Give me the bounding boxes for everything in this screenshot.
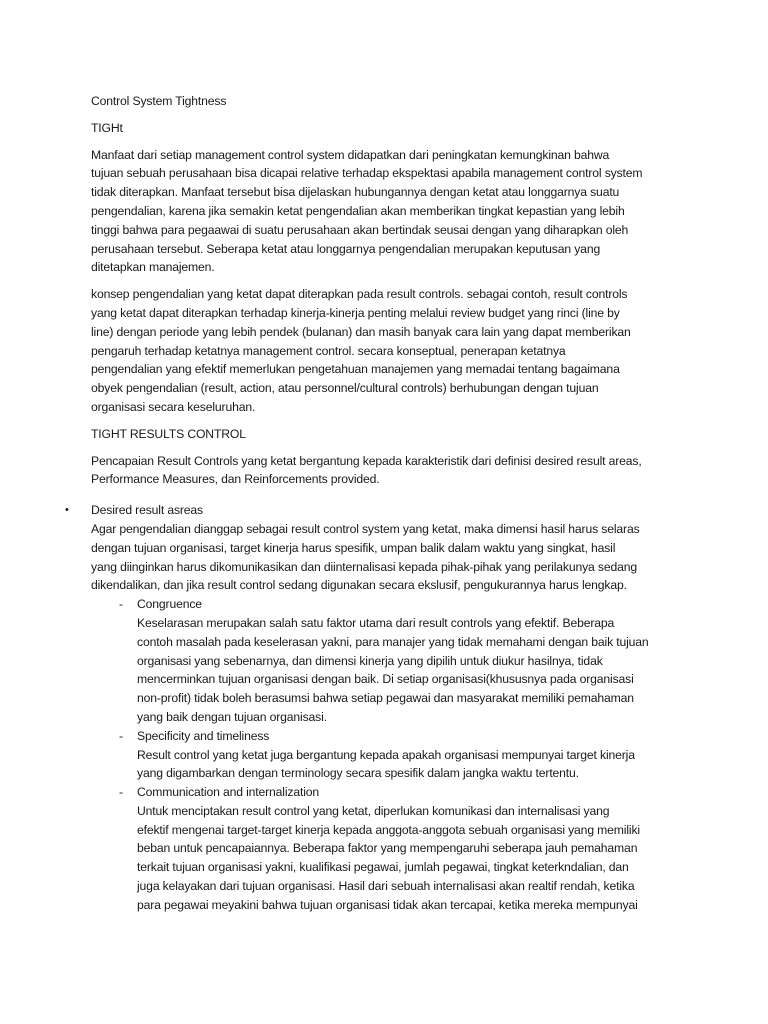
bullet-item-desired-result bbox=[65, 501, 681, 915]
text-line: obyek pengendalian (result, action, atau personnel/cultural controls) berhubungan dengan tujuan bbox=[91, 381, 599, 396]
document-title: Control System Tightness bbox=[91, 94, 227, 108]
sub-item-specificity bbox=[119, 727, 681, 783]
paragraph-pencapaian bbox=[91, 452, 681, 490]
dash-marker: - bbox=[119, 597, 123, 612]
text-line: perusahaan tersebut. Seberapa ketat atau longgarnya pengendalian merupakan keputusan yang bbox=[91, 241, 601, 256]
sub-item-title: Specificity and timeliness bbox=[137, 728, 270, 743]
text-line: Untuk menciptakan result control yang ketat, diperlukan komunikasi dan internalisasi yang bbox=[137, 803, 610, 818]
text-line: pengendalian yang efektif memerlukan pengetahuan manajemen yang memadai tentang bagaimana bbox=[91, 362, 620, 377]
sub-item-congruence bbox=[119, 595, 681, 727]
text-line: yang baik dengan tujuan organisasi. bbox=[137, 709, 327, 724]
paragraph-manfaat bbox=[91, 146, 681, 278]
text-line: pengaruh terhadap ketatnya management control. secara konseptual, penerapan ketatnya bbox=[91, 343, 566, 358]
text-line: dengan tujuan organisasi, target kinerja harus spesifik, umpan balik dalam waktu yang singkat, hasil bbox=[91, 540, 616, 555]
dash-marker: - bbox=[119, 728, 123, 743]
text-line: tinggi bahwa para pegaawai di suatu perusahaan akan bertindak seusai dengan yang diharapkan oleh bbox=[91, 222, 629, 237]
text-line: contoh masalah pada keselerasan yakni, para manajer yang tidak memahami dengan baik tujuan bbox=[137, 634, 649, 649]
text-line: Performance Measures, dan Reinforcements provided. bbox=[91, 472, 380, 487]
text-line: terkait tujuan organisasi yakni, kualifikasi pegawai, jumlah pegawai, tingkat keterkndalian, dan bbox=[137, 860, 629, 875]
paragraph-konsep bbox=[91, 285, 681, 417]
text-line: tujuan sebuah perusahaan bisa dicapai relative terhadap ekspektasi apabila management control system bbox=[91, 166, 643, 181]
text-line: Pencapaian Result Controls yang ketat bergantung kepada karakteristik dari definisi desired result areas, bbox=[91, 453, 642, 468]
text-line: organisasi yang sebenarnya, dan dimensi kinerja yang dipilih untuk diukur hasilnya, tidak bbox=[137, 653, 603, 668]
text-line: Keselarasan merupakan salah satu faktor utama dari result controls yang efektif. Beberapa bbox=[137, 615, 615, 630]
text-line: tidak diterapkan. Manfaat tersebut bisa dijelaskan hubungannya dengan ketat atau longgarnya suatu bbox=[91, 185, 620, 200]
sub-item-title: Congruence bbox=[137, 597, 202, 612]
text-line: non-profit) tidak boleh berasumsi bahwa setiap pegawai dan masyarakat memiliki pemahaman bbox=[137, 691, 634, 706]
text-line: para pegawai meyakini bahwa tujuan organisasi tidak akan tercapai, ketika mereka mempunyai bbox=[137, 897, 638, 912]
text-line: Result control yang ketat juga bergantung kepada apakah organisasi mempunyai target kinerja bbox=[137, 747, 635, 762]
bullet-list bbox=[65, 501, 681, 915]
text-line: organisasi secara keseluruhan. bbox=[91, 399, 256, 414]
sub-item-title: Communication and internalization bbox=[137, 785, 320, 800]
text-line: juga kelayakan dari tujuan organisasi. Hasil dari sebuah internalisasi akan realtif rendah, ketika bbox=[137, 879, 635, 894]
text-line: mencerminkan tujuan organisasi dengan baik. Di setiap organisasi(khususnya pada organisasi bbox=[137, 672, 634, 687]
text-line: Manfaat dari setiap management control system didapatkan dari peningkatan kemungkinan bahwa bbox=[91, 147, 610, 162]
document-subtitle: TIGHt bbox=[91, 120, 123, 135]
text-line: yang diinginkan harus dikomunikasikan dan diinternalisasi kepada pihak-pihak yang perilakunya sedang bbox=[91, 559, 637, 574]
text-line: efektif mengenai target-target kinerja kepada anggota-anggota sebuah organisasi yang memiliki bbox=[137, 822, 640, 837]
text-line: yang ketat dapat diterapkan terhadap kinerja-kinerja penting melalui review budget yang rinci (line by bbox=[91, 305, 620, 320]
bullet-marker: • bbox=[65, 504, 69, 517]
dash-marker: - bbox=[119, 785, 123, 800]
section-heading: TIGHT RESULTS CONTROL bbox=[91, 426, 246, 441]
text-line: Agar pengendalian dianggap sebagai result control system yang ketat, maka dimensi hasil harus selaras bbox=[91, 521, 640, 536]
text-line: dikendalikan, dan jika result control sedang digunakan secara ekslusif, pengukurannya harus lengkap. bbox=[91, 578, 627, 593]
text-line: beban untuk pencapaiannya. Beberapa faktor yang mempengaruhi seberapa jauh pemahaman bbox=[137, 841, 638, 856]
text-line: pengendalian, karena jika semakin ketat pengendalian akan memberikan tingkat kepastian yang lebih bbox=[91, 203, 625, 218]
text-line: ditetapkan manajemen. bbox=[91, 260, 215, 275]
text-line: line) dengan periode yang lebih pendek (bulanan) dan masih banyak cara lain yang dapat memberikan bbox=[91, 324, 631, 339]
sub-item-communication bbox=[119, 783, 681, 915]
bullet-title: Desired result asreas bbox=[91, 503, 204, 518]
text-line: konsep pengendalian yang ketat dapat diterapkan pada result controls. sebagai contoh, result controls bbox=[91, 287, 628, 302]
text-line: yang digambarkan dengan terminology secara spesifik dalam jangka waktu tertentu. bbox=[137, 766, 579, 781]
document-content bbox=[65, 92, 681, 915]
